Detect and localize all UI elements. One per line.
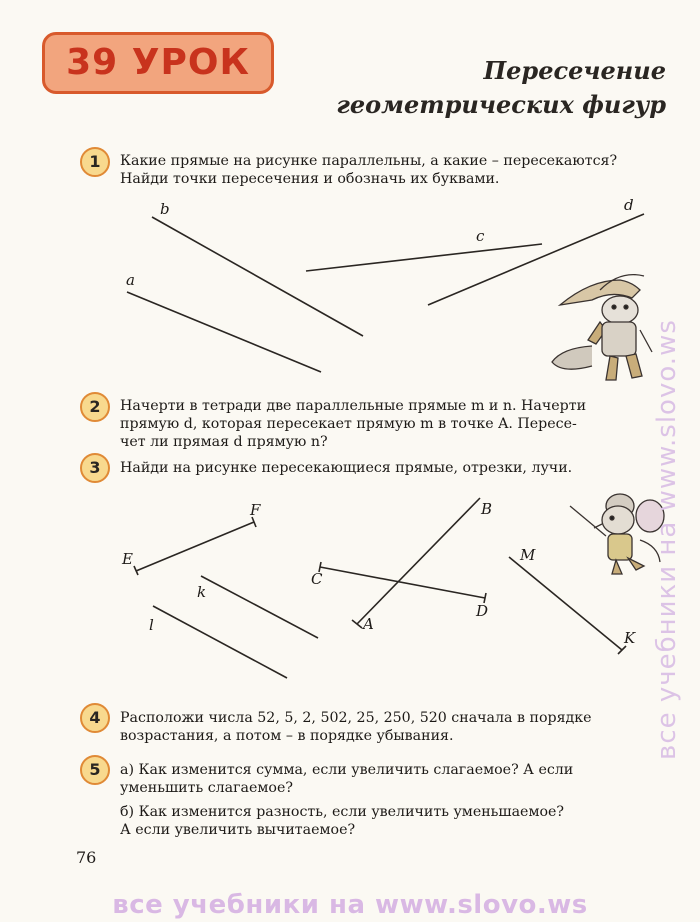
task-5-line-3: б) Как изменится разность, если увеличить уменьшаемое?: [120, 804, 565, 820]
task-2-line-1: Начерти в тетради две параллельные прямые m и n. Начерти: [120, 398, 587, 414]
label-a: a: [126, 271, 135, 289]
watermark-side: все учебники на www.slovo.ws: [652, 319, 682, 760]
task-2-text: [120, 397, 586, 451]
task-2-line-3: чет ли прямая d прямую n?: [120, 434, 328, 450]
label-D: D: [476, 602, 489, 620]
label-A: A: [363, 615, 374, 633]
page-number: 76: [76, 848, 97, 867]
lesson-badge-text: 39 УРОК: [66, 42, 250, 83]
task-5-text: [120, 761, 573, 839]
ray-k: [201, 576, 318, 638]
watermark-bottom: все учебники на www.slovo.ws: [112, 890, 588, 920]
task-5-line-4: А если увеличить вычитаемое?: [120, 822, 356, 838]
task-5-line-2: уменьшить слагаемое?: [120, 780, 293, 796]
task-4-text: [120, 709, 592, 745]
segment-cd: [320, 567, 485, 598]
title-line-2: геометрических фигур: [336, 90, 666, 119]
task-number-4: 4: [80, 703, 110, 733]
cat-musketeer-illustration: [552, 275, 652, 380]
task-number-3: 3: [80, 453, 110, 483]
task-1-line-2: Найди точки пересечения и обозначь их буквами.: [120, 171, 500, 187]
label-M: M: [520, 546, 536, 564]
task-2-line-2: прямую d, которая пересекает прямую m в точке A. Пересе-: [120, 416, 577, 432]
task-number-5: 5: [80, 755, 110, 785]
label-k: k: [197, 583, 207, 601]
task-5-line-1: а) Как изменится сумма, если увеличить слагаемое? А если: [120, 762, 574, 778]
line-c: [306, 244, 542, 271]
task-3-line-1: Найди на рисунке пересекающиеся прямые, отрезки, лучи.: [120, 460, 573, 476]
task-4-line-2: возрастания, а потом – в порядке убывания.: [120, 728, 454, 744]
label-c: c: [476, 227, 485, 245]
ray-ab: [357, 498, 480, 624]
label-l: l: [149, 616, 154, 634]
task-1-line-1: Какие прямые на рисунке параллельны, а какие – пересекаются?: [120, 153, 618, 169]
task-number-2: 2: [80, 392, 110, 422]
mouse-swordsman-illustration: [570, 494, 664, 574]
label-K: K: [624, 629, 636, 647]
task-number-1: 1: [80, 147, 110, 177]
label-F: F: [250, 501, 261, 519]
task-4-line-1: Расположи числа 52, 5, 2, 502, 25, 250, 520 сначала в порядке: [120, 710, 592, 726]
line-b: [152, 217, 363, 336]
segment-ef: [136, 522, 254, 571]
label-E: E: [122, 550, 133, 568]
label-B: B: [481, 500, 493, 518]
label-b: b: [160, 200, 170, 218]
title-line-1: Пересечение: [483, 56, 666, 85]
label-C: C: [311, 570, 323, 588]
task-3-text: [120, 459, 572, 477]
line-a: [127, 292, 321, 372]
ray-mk: [509, 557, 622, 650]
label-d: d: [624, 196, 634, 214]
line-l: [153, 606, 287, 678]
